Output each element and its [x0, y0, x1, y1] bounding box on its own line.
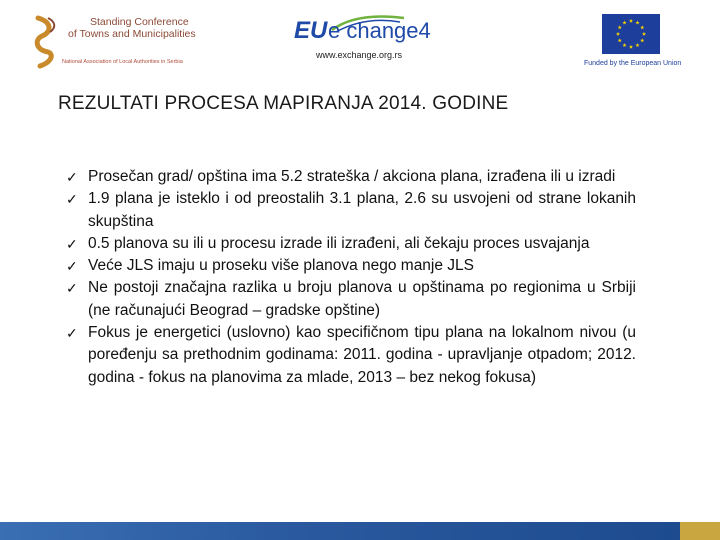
slide-header	[0, 0, 720, 80]
eu-exchange-eu-text: EU	[294, 17, 328, 44]
skgo-emblem-icon	[32, 14, 58, 70]
skgo-subtitle: National Association of Local Authorities in Serbia	[62, 59, 183, 65]
bullet-text: Fokus je energetici (uslovno) kao specifičnom tipu plana na lokalnom nivou (u poređenju sa prethodnim godinama: 2011. godina - upravljanje otpadom; 2012. godina - fokus na planovima za mlade, 2013 – bez nekog fokusa)	[88, 324, 636, 386]
eu-exchange-logo	[292, 10, 452, 50]
checkmark-icon: ✓	[66, 325, 78, 342]
list-item	[66, 233, 636, 255]
list-item	[66, 188, 636, 233]
skgo-name-line1: Standing Conference	[90, 16, 189, 28]
checkmark-icon: ✓	[66, 258, 78, 275]
bullet-text: Prosečan grad/ opština ima 5.2 strateška / akciona plana, izrađena ili u izradi	[88, 168, 616, 185]
skgo-name-line2: of Towns and Municipalities	[68, 28, 196, 40]
list-item	[66, 322, 636, 389]
eu-funding-text: Funded by the European Union	[584, 60, 682, 67]
bullet-text: Ne postoji značajna razlika u broju planova u opštinama po regionima u Srbiji (ne računajući Beograd – gradske opštine)	[88, 279, 636, 319]
footer-bar-accent	[680, 522, 720, 540]
list-item	[66, 277, 636, 322]
checkmark-icon: ✓	[66, 191, 78, 208]
bullet-text: 0.5 planova su ili u procesu izrade ili izrađeni, ali čekaju proces usvajanja	[88, 234, 590, 252]
checkmark-icon: ✓	[66, 235, 78, 252]
checkmark-icon: ✓	[66, 280, 78, 297]
skgo-logo	[32, 14, 196, 72]
eu-flag-icon	[602, 14, 660, 54]
bullet-text: Veće JLS imaju u proseku više planova nego manje JLS	[88, 257, 475, 275]
bullet-list	[66, 166, 636, 389]
page-title: REZULTATI PROCESA MAPIRANJA 2014. GODINE	[58, 93, 509, 114]
bullet-text: 1.9 plana je isteklo i od preostalih 3.1 plana, 2.6 su usvojeni od strane lokanih skupština	[88, 190, 636, 230]
site-url: www.exchange.org.rs	[316, 50, 403, 60]
list-item	[66, 255, 636, 277]
checkmark-icon: ✓	[66, 169, 78, 185]
list-item	[66, 166, 636, 188]
eu-exchange-text: e change4	[328, 18, 431, 43]
footer-bar	[0, 522, 720, 540]
footer-bar-blue	[0, 522, 680, 540]
